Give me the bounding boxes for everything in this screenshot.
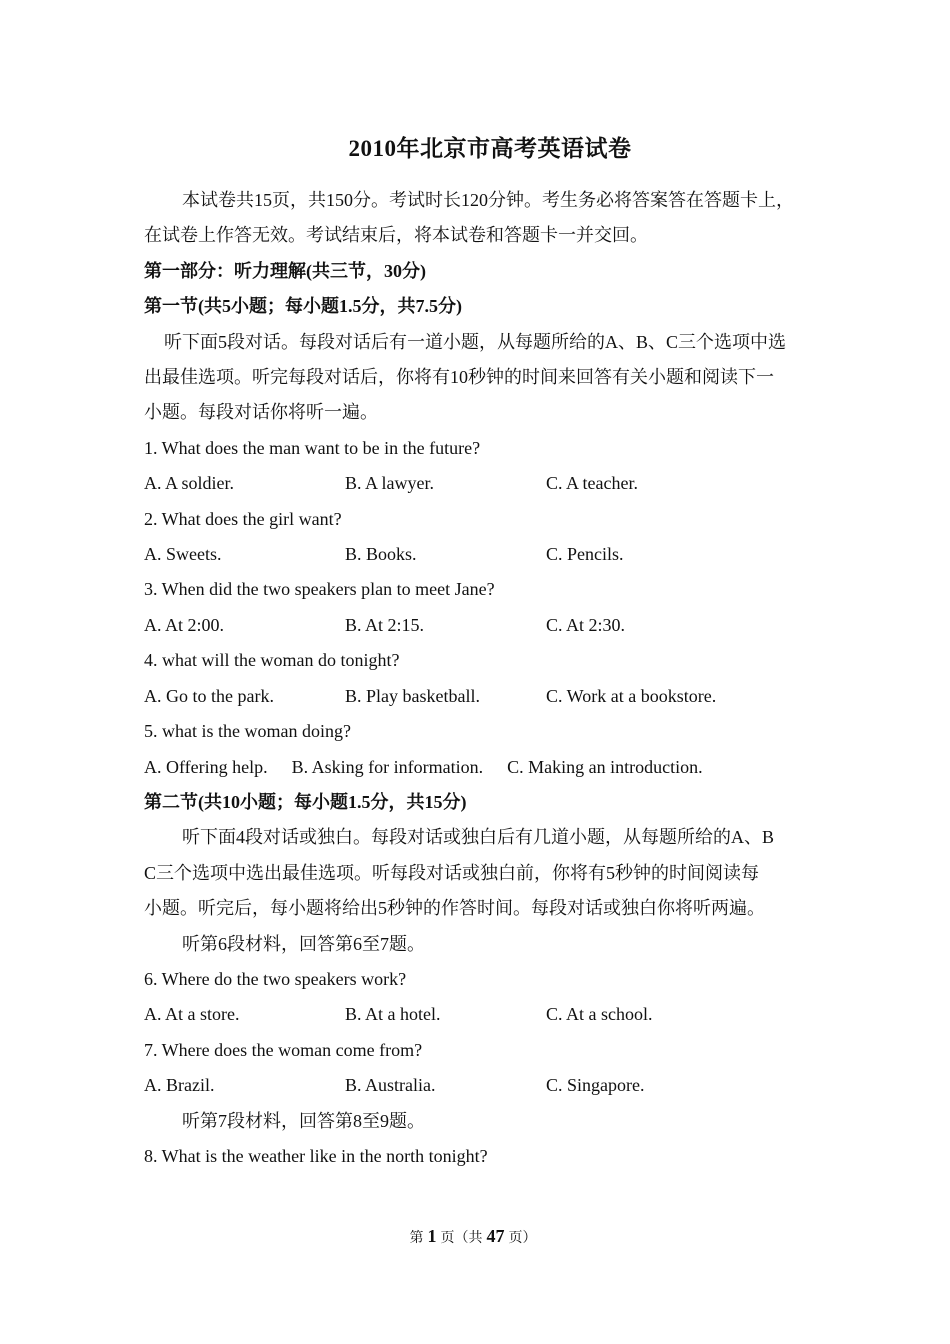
option-c: C. At 2:30. [546, 614, 626, 635]
option-row [144, 679, 824, 714]
section1-instruction: 出最佳选项。听完每段对话后，你将有10秒钟的时间来回答有关小题和阅读下一 [144, 367, 774, 388]
option-a: A. At a store. [144, 1004, 240, 1025]
option-row [144, 750, 824, 785]
footer-suffix: 页） [508, 1231, 537, 1246]
option-c: C. A teacher. [546, 473, 638, 494]
question-text: 7. Where does the woman come from? [144, 1039, 423, 1060]
page-footer [0, 1226, 946, 1247]
question-text: 1. What does the man want to be in the future? [144, 437, 481, 458]
question-text: 3. When did the two speakers plan to meet Jane? [144, 579, 495, 600]
section2-heading: 第二节(共10小题；每小题1.5分，共15分) [144, 791, 467, 812]
section2-instruction: 小题。听完后，每小题将给出5秒钟的作答时间。每段对话或独白你将听两遍。 [144, 898, 765, 919]
option-b: B. Australia. [345, 1075, 436, 1096]
option-a: A. At 2:00. [144, 614, 225, 635]
exam-content [144, 183, 824, 1174]
option-c: C. Making an introduction. [507, 756, 703, 777]
option-row [144, 1068, 824, 1103]
option-a: A. Brazil. [144, 1075, 215, 1096]
section1-instruction: 听下面5段对话。每段对话后有一道小题，从每题所给的A、B、C三个选项中选 [164, 331, 787, 352]
page-number: 1 [427, 1226, 437, 1246]
option-c: C. Singapore. [546, 1075, 645, 1096]
footer-prefix: 第 [409, 1231, 424, 1246]
option-row [144, 608, 824, 643]
section2-instruction: C三个选项中选出最佳选项。听每段对话或独白前，你将有5秒钟的时间阅读每 [144, 862, 760, 883]
section1-heading: 第一节(共5小题；每小题1.5分，共7.5分) [144, 296, 462, 317]
question-text: 2. What does the girl want? [144, 508, 342, 529]
option-a: A. Offering help. [144, 756, 268, 777]
option-b: B. Play basketball. [345, 685, 480, 706]
intro-line: 在试卷上作答无效。考试结束后，将本试卷和答题卡一并交回。 [144, 225, 648, 246]
option-row [144, 537, 824, 572]
question-text: 8. What is the weather like in the north tonight? [144, 1145, 488, 1166]
question-text: 6. Where do the two speakers work? [144, 968, 407, 989]
page-title: 2010年北京市高考英语试卷 [348, 136, 632, 161]
intro-line: 本试卷共15页，共150分。考试时长120分钟。考生务必将答案答在答题卡上， [182, 190, 794, 210]
footer-middle: 页（共 [440, 1231, 483, 1246]
option-c: C. At a school. [546, 1004, 653, 1025]
option-b: B. At 2:15. [345, 614, 425, 635]
section1-instruction: 小题。每段对话你将听一遍。 [144, 402, 378, 423]
option-b: B. Books. [345, 544, 417, 565]
option-b: B. Asking for information. [291, 756, 484, 777]
option-row [144, 997, 824, 1032]
option-a: A. A soldier. [144, 473, 235, 494]
material-note: 听第7段材料，回答第8至9题。 [182, 1110, 425, 1131]
question-text: 5. what is the woman doing? [144, 721, 351, 742]
option-c: C. Pencils. [546, 544, 624, 565]
section2-instruction: 听下面4段对话或独白。每段对话或独白后有几道小题，从每题所给的A、B [182, 827, 775, 848]
option-c: C. Work at a bookstore. [546, 685, 717, 706]
option-a: A. Sweets. [144, 544, 222, 565]
option-row [144, 466, 824, 501]
option-b: B. A lawyer. [345, 473, 434, 494]
question-text: 4. what will the woman do tonight? [144, 650, 400, 671]
total-pages: 47 [486, 1226, 505, 1246]
option-a: A. Go to the park. [144, 685, 274, 706]
material-note: 听第6段材料，回答第6至7题。 [182, 933, 425, 954]
part1-heading: 第一部分：听力理解(共三节，30分) [144, 260, 426, 281]
option-b: B. At a hotel. [345, 1004, 441, 1025]
